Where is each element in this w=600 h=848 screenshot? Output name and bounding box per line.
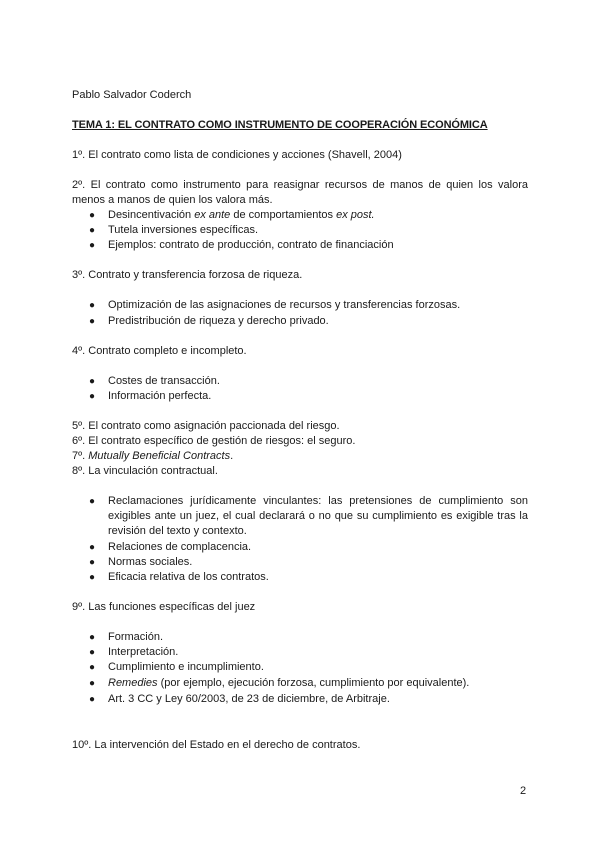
section-6: 6º. El contrato específico de gestión de riesgos: el seguro. (72, 435, 356, 447)
section-10: 10º. La intervención del Estado en el derecho de contratos. (72, 739, 361, 751)
list-item (89, 494, 528, 539)
bullet-icon: ● (89, 572, 96, 583)
bullet-icon: ● (89, 225, 96, 236)
section-2-heading: 2º. El contrato como instrumento para reasignar recursos de manos de quien los valora menos a manos de quien los valora más. (72, 179, 528, 206)
section-3-heading: 3º. Contrato y transferencia forzosa de riqueza. (72, 269, 303, 281)
author-header: Pablo Salvador Coderch (72, 89, 192, 101)
bullet-icon: ● (89, 316, 96, 327)
bullet-icon: ● (89, 300, 96, 311)
document-title: TEMA 1: EL CONTRATO COMO INSTRUMENTO DE COOPERACIÓN ECONÓMICA (72, 119, 488, 131)
list-item-text: Remedies (por ejemplo, ejecución forzosa, cumplimiento por equivalente). (108, 677, 470, 689)
list-item-text: Normas sociales. (108, 556, 193, 568)
list-item-text: Ejemplos: contrato de producción, contrato de financiación (108, 239, 394, 251)
section-4-heading: 4º. Contrato completo e incompleto. (72, 345, 247, 357)
bullet-icon: ● (89, 662, 96, 673)
list-item-text: Cumplimiento e incumplimiento. (108, 661, 264, 673)
list-item-text: Formación. (108, 631, 164, 643)
page-number: 2 (520, 785, 527, 797)
list-item-text: Predistribución de riqueza y derecho privado. (108, 315, 329, 327)
section-9-heading: 9º. Las funciones específicas del juez (72, 601, 256, 613)
bullet-icon: ● (89, 647, 96, 658)
section-5: 5º. El contrato como asignación paccionada del riesgo. (72, 420, 340, 432)
list-item-text: Optimización de las asignaciones de recursos y transferencias forzosas. (108, 299, 461, 311)
bullet-icon: ● (89, 391, 96, 402)
bullet-icon: ● (89, 694, 96, 705)
bullet-icon: ● (89, 542, 96, 553)
bullet-icon: ● (89, 376, 96, 387)
bullet-icon: ● (89, 678, 96, 689)
bullet-icon: ● (89, 240, 96, 251)
list-item-text: Costes de transacción. (108, 375, 220, 387)
list-item-text: Eficacia relativa de los contratos. (108, 571, 269, 583)
list-item-text: Tutela inversiones específicas. (108, 224, 258, 236)
list-item-text: Información perfecta. (108, 390, 212, 402)
bullet-icon: ● (89, 496, 96, 507)
list-item-text: Relaciones de complacencia. (108, 541, 252, 553)
bullet-icon: ● (89, 632, 96, 643)
list-item-text: Desincentivación ex ante de comportamientos ex post. (108, 209, 375, 221)
section-1: 1º. El contrato como lista de condiciones y acciones (Shavell, 2004) (72, 149, 402, 161)
section-8-heading: 8º. La vinculación contractual. (72, 465, 218, 477)
bullet-icon: ● (89, 557, 96, 568)
list-item-text: Interpretación. (108, 646, 179, 658)
list-item-text: Art. 3 CC y Ley 60/2003, de 23 de diciembre, de Arbitraje. (108, 693, 390, 705)
section-7: 7º. Mutually Beneficial Contracts. (72, 450, 234, 462)
bullet-icon: ● (89, 210, 96, 221)
list-item-text: Reclamaciones jurídicamente vinculantes: las pretensiones de cumplimiento son exigibles ante un juez, el cual declarará o no que su cumplimiento es exigible tras la revisión del texto y contexto. (108, 495, 528, 537)
